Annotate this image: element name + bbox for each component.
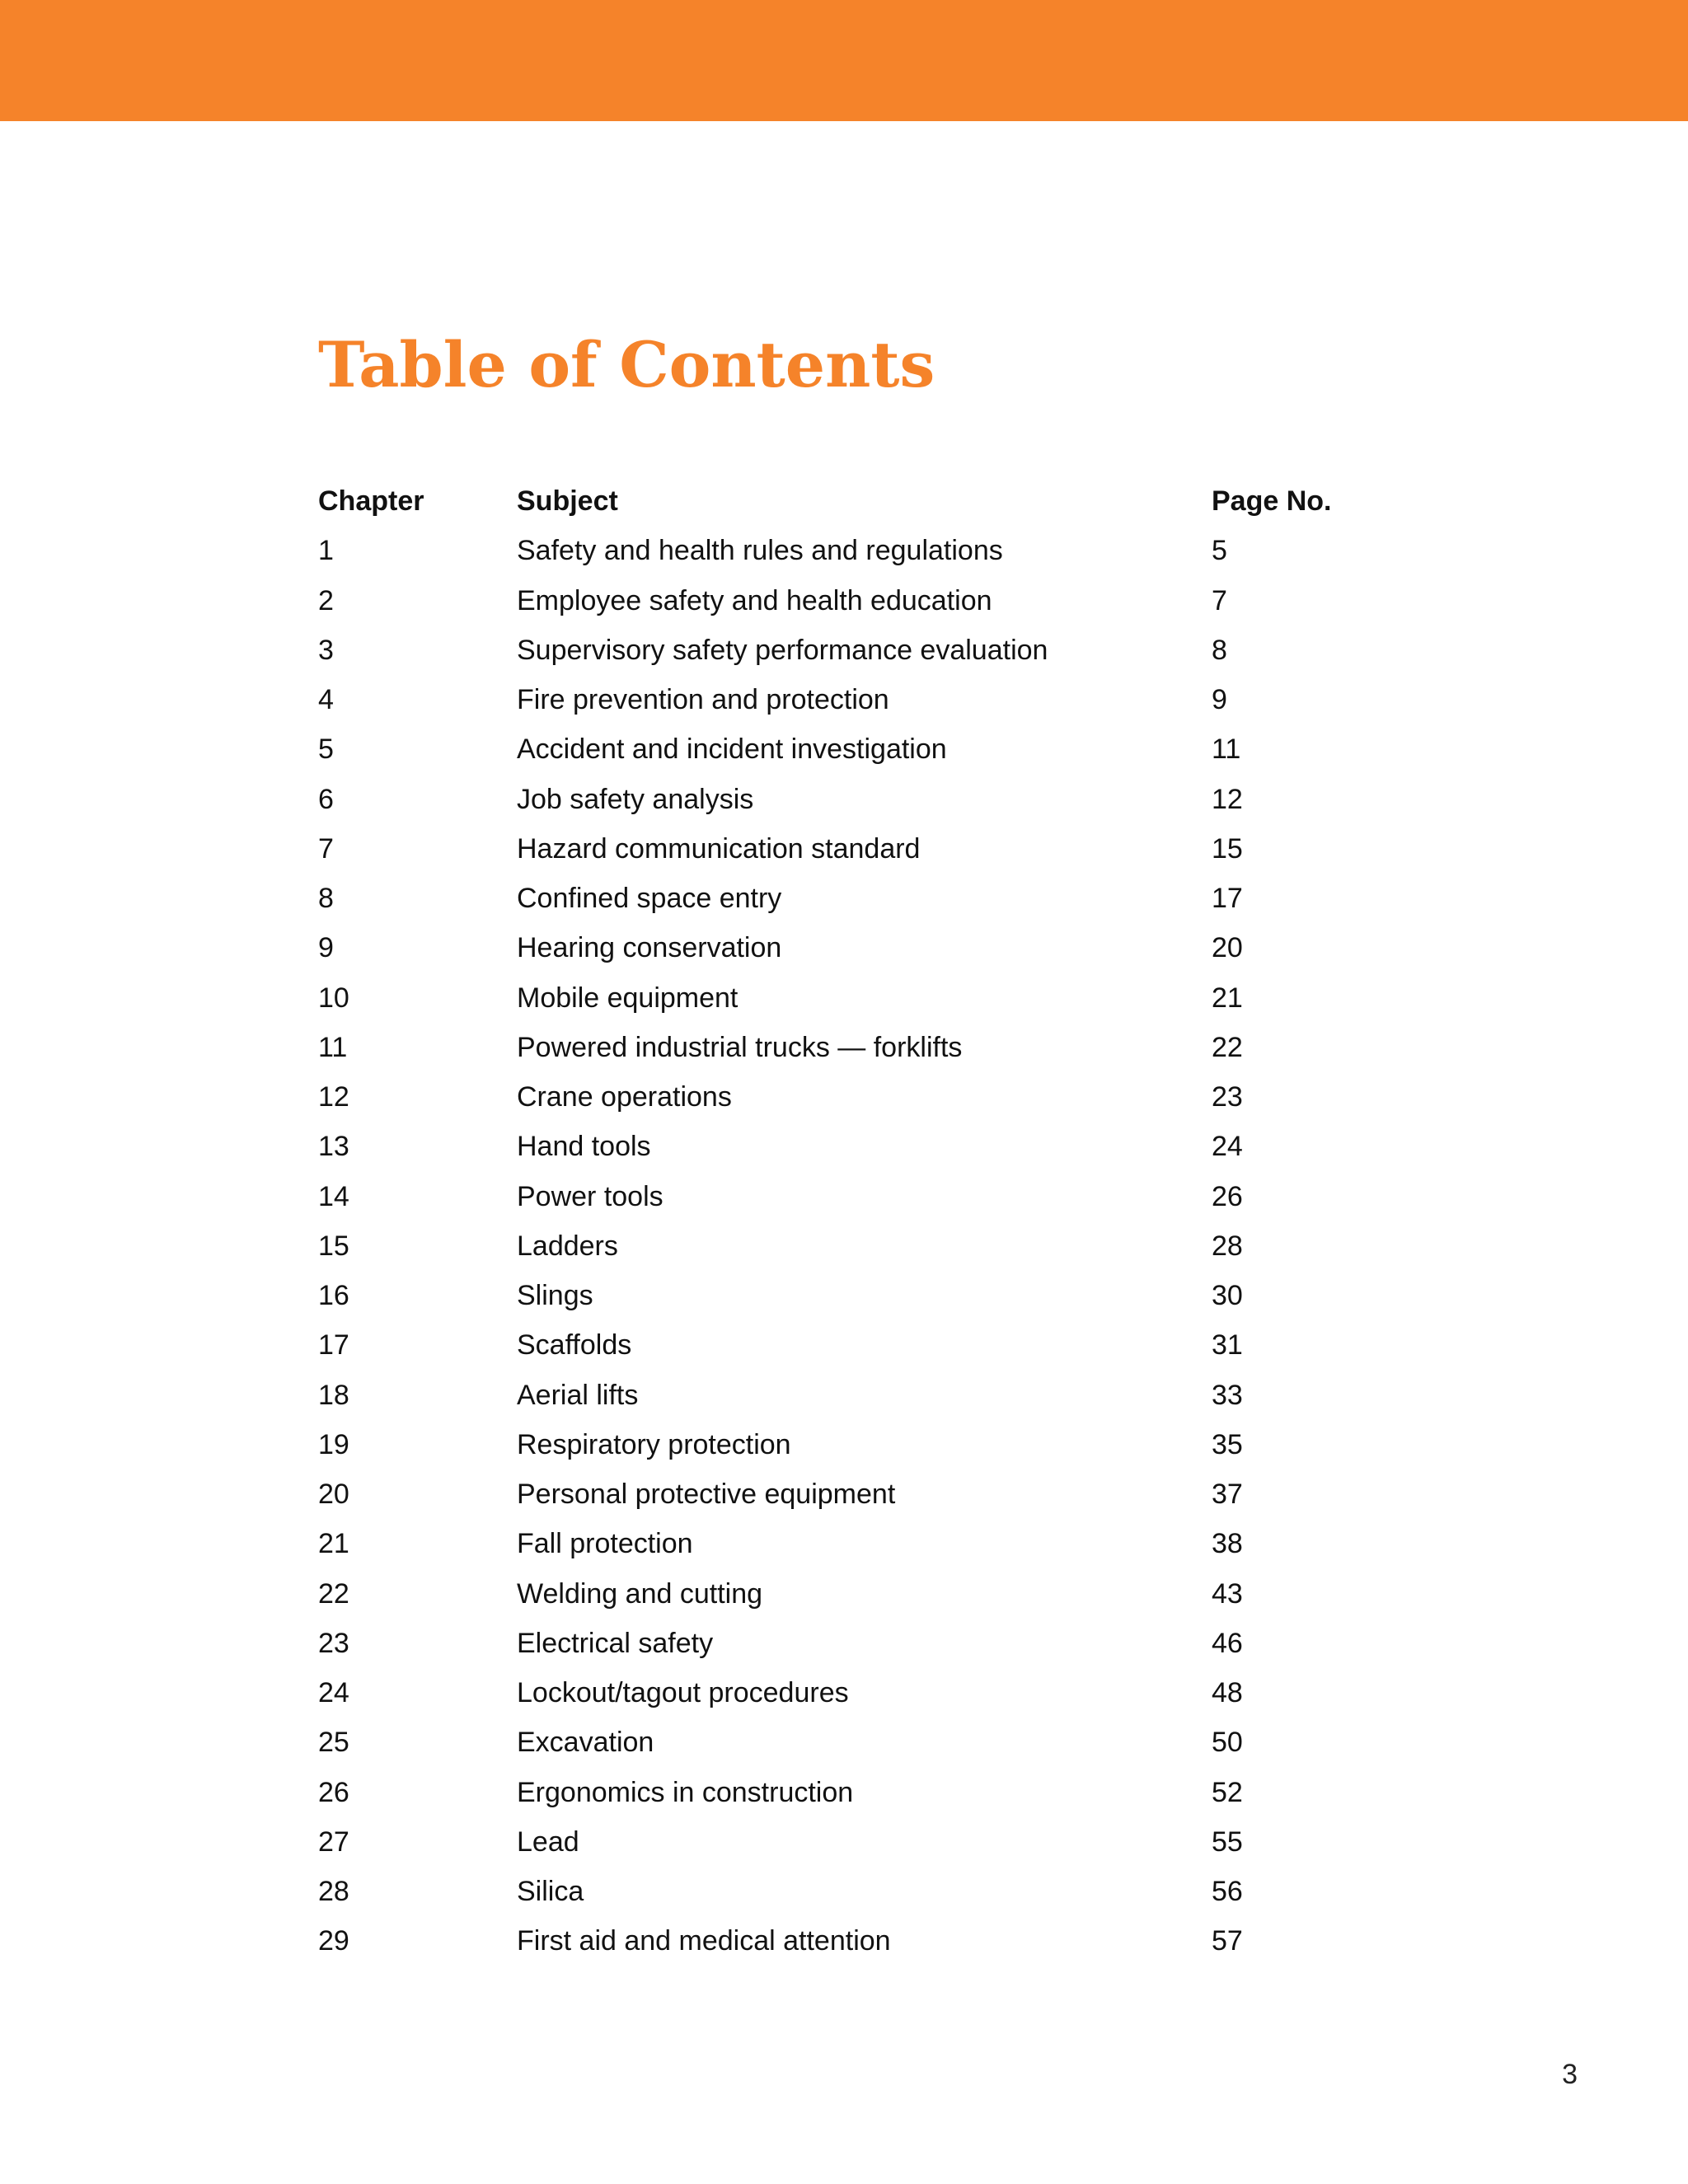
toc-page-number: 56 (1212, 1876, 1243, 1907)
toc-page-number: 57 (1212, 1925, 1243, 1957)
toc-subject: Silica (517, 1876, 584, 1907)
toc-chapter-number: 11 (318, 1031, 348, 1063)
toc-row (318, 1619, 1390, 1668)
toc-page-number: 48 (1212, 1677, 1243, 1708)
toc-page-number: 35 (1212, 1428, 1243, 1460)
toc-page-number: 5 (1212, 535, 1227, 567)
toc-subject: Respiratory protection (517, 1428, 791, 1460)
toc-page-number: 37 (1212, 1479, 1243, 1510)
toc-chapter-number: 15 (318, 1230, 349, 1262)
toc-row (318, 1221, 1390, 1271)
toc-subject: Lockout/tagout procedures (517, 1677, 849, 1708)
toc-row (318, 824, 1390, 874)
page-number: 3 (1562, 2059, 1578, 2090)
toc-subject: Job safety analysis (517, 783, 754, 815)
toc-page-number: 24 (1212, 1131, 1243, 1163)
toc-chapter-number: 17 (318, 1329, 349, 1361)
toc-subject: Aerial lifts (517, 1379, 639, 1411)
toc-row (318, 1271, 1390, 1320)
page-title: Table of Contents (318, 328, 935, 401)
toc-page-number: 31 (1212, 1329, 1243, 1361)
toc-page-number: 43 (1212, 1577, 1243, 1610)
toc-page-number: 20 (1212, 932, 1243, 964)
toc-row (318, 576, 1390, 626)
toc-row (318, 1916, 1390, 1966)
toc-row (318, 874, 1390, 923)
toc-page-number: 21 (1212, 982, 1243, 1014)
toc-row (318, 526, 1390, 575)
toc-chapter-number: 5 (318, 733, 334, 766)
toc-subject: Hand tools (517, 1131, 651, 1163)
toc-chapter-number: 21 (318, 1528, 349, 1560)
toc-page-number: 50 (1212, 1727, 1243, 1759)
toc-row (318, 1569, 1390, 1619)
toc-subject: Powered industrial trucks — forklifts (517, 1031, 963, 1063)
toc-row (318, 1718, 1390, 1767)
toc-page-number: 8 (1212, 634, 1227, 666)
toc-page-number: 7 (1212, 584, 1227, 616)
toc-subject: Scaffolds (517, 1329, 632, 1361)
toc-subject: Power tools (517, 1180, 663, 1212)
table-of-contents (318, 476, 1390, 1966)
toc-chapter-number: 25 (318, 1727, 349, 1759)
toc-chapter-number: 7 (318, 832, 334, 865)
toc-chapter-number: 3 (318, 634, 334, 666)
toc-subject: First aid and medical attention (517, 1925, 891, 1957)
toc-chapter-number: 9 (318, 932, 334, 964)
toc-page-number: 15 (1212, 832, 1243, 865)
toc-chapter-number: 4 (318, 684, 334, 715)
toc-row (318, 626, 1390, 675)
toc-chapter-number: 1 (318, 535, 334, 567)
toc-subject: Ladders (517, 1230, 618, 1262)
toc-page-number: 17 (1212, 883, 1243, 914)
toc-row (318, 1371, 1390, 1420)
column-header-page: Page No. (1212, 485, 1332, 517)
toc-page-number: 12 (1212, 783, 1243, 815)
toc-row (318, 1867, 1390, 1916)
toc-row (318, 724, 1390, 774)
toc-chapter-number: 20 (318, 1479, 349, 1510)
toc-subject: Welding and cutting (517, 1577, 763, 1610)
toc-subject: Ergonomics in construction (517, 1776, 854, 1808)
toc-page-number: 46 (1212, 1627, 1243, 1659)
toc-row (318, 1817, 1390, 1867)
toc-row (318, 973, 1390, 1023)
toc-row (318, 675, 1390, 724)
toc-subject: Mobile equipment (517, 982, 738, 1014)
toc-subject: Accident and incident investigation (517, 733, 947, 766)
toc-body (318, 526, 1390, 1966)
toc-chapter-number: 8 (318, 883, 334, 914)
column-header-chapter: Chapter (318, 485, 424, 517)
toc-page-number: 11 (1212, 733, 1241, 766)
toc-subject: Slings (517, 1280, 593, 1311)
toc-page-number: 30 (1212, 1280, 1243, 1311)
toc-chapter-number: 2 (318, 584, 334, 616)
column-header-subject: Subject (517, 485, 618, 517)
toc-row (318, 1122, 1390, 1171)
toc-page-number: 55 (1212, 1825, 1243, 1858)
toc-subject: Electrical safety (517, 1627, 714, 1659)
toc-chapter-number: 12 (318, 1081, 349, 1113)
toc-chapter-number: 23 (318, 1627, 349, 1659)
toc-chapter-number: 26 (318, 1776, 349, 1808)
toc-page-number: 33 (1212, 1379, 1243, 1411)
toc-page-number: 28 (1212, 1230, 1243, 1262)
toc-row (318, 1072, 1390, 1122)
toc-subject: Safety and health rules and regulations (517, 535, 1003, 567)
toc-page-number: 26 (1212, 1180, 1243, 1212)
toc-chapter-number: 6 (318, 783, 334, 815)
toc-chapter-number: 28 (318, 1876, 349, 1907)
toc-row (318, 1023, 1390, 1072)
toc-subject: Hearing conservation (517, 932, 782, 964)
toc-row (318, 1668, 1390, 1718)
toc-subject: Supervisory safety performance evaluation (517, 634, 1048, 666)
toc-subject: Crane operations (517, 1081, 732, 1113)
toc-row (318, 1320, 1390, 1370)
toc-subject: Employee safety and health education (517, 584, 992, 616)
toc-row (318, 1420, 1390, 1469)
toc-subject: Personal protective equipment (517, 1479, 896, 1510)
toc-row (318, 1172, 1390, 1221)
toc-row (318, 1768, 1390, 1817)
toc-subject: Confined space entry (517, 883, 782, 914)
toc-chapter-number: 29 (318, 1925, 349, 1957)
toc-chapter-number: 24 (318, 1677, 349, 1708)
toc-chapter-number: 27 (318, 1825, 349, 1858)
toc-chapter-number: 13 (318, 1131, 349, 1163)
toc-chapter-number: 10 (318, 982, 349, 1014)
toc-row (318, 1519, 1390, 1568)
toc-row (318, 923, 1390, 972)
toc-subject: Lead (517, 1825, 579, 1858)
toc-chapter-number: 16 (318, 1280, 349, 1311)
toc-page-number: 52 (1212, 1776, 1243, 1808)
toc-page-number: 38 (1212, 1528, 1243, 1560)
toc-chapter-number: 18 (318, 1379, 349, 1411)
header-band (0, 0, 1688, 121)
toc-subject: Hazard communication standard (517, 832, 921, 865)
toc-chapter-number: 14 (318, 1180, 349, 1212)
toc-subject: Excavation (517, 1727, 654, 1759)
toc-row (318, 1469, 1390, 1519)
toc-header-row (318, 476, 1390, 526)
toc-chapter-number: 19 (318, 1428, 349, 1460)
toc-subject: Fall protection (517, 1528, 693, 1560)
toc-page-number: 9 (1212, 684, 1227, 715)
toc-chapter-number: 22 (318, 1577, 349, 1610)
toc-page-number: 23 (1212, 1081, 1243, 1113)
toc-row (318, 775, 1390, 824)
toc-page-number: 22 (1212, 1031, 1243, 1063)
toc-subject: Fire prevention and protection (517, 684, 889, 715)
